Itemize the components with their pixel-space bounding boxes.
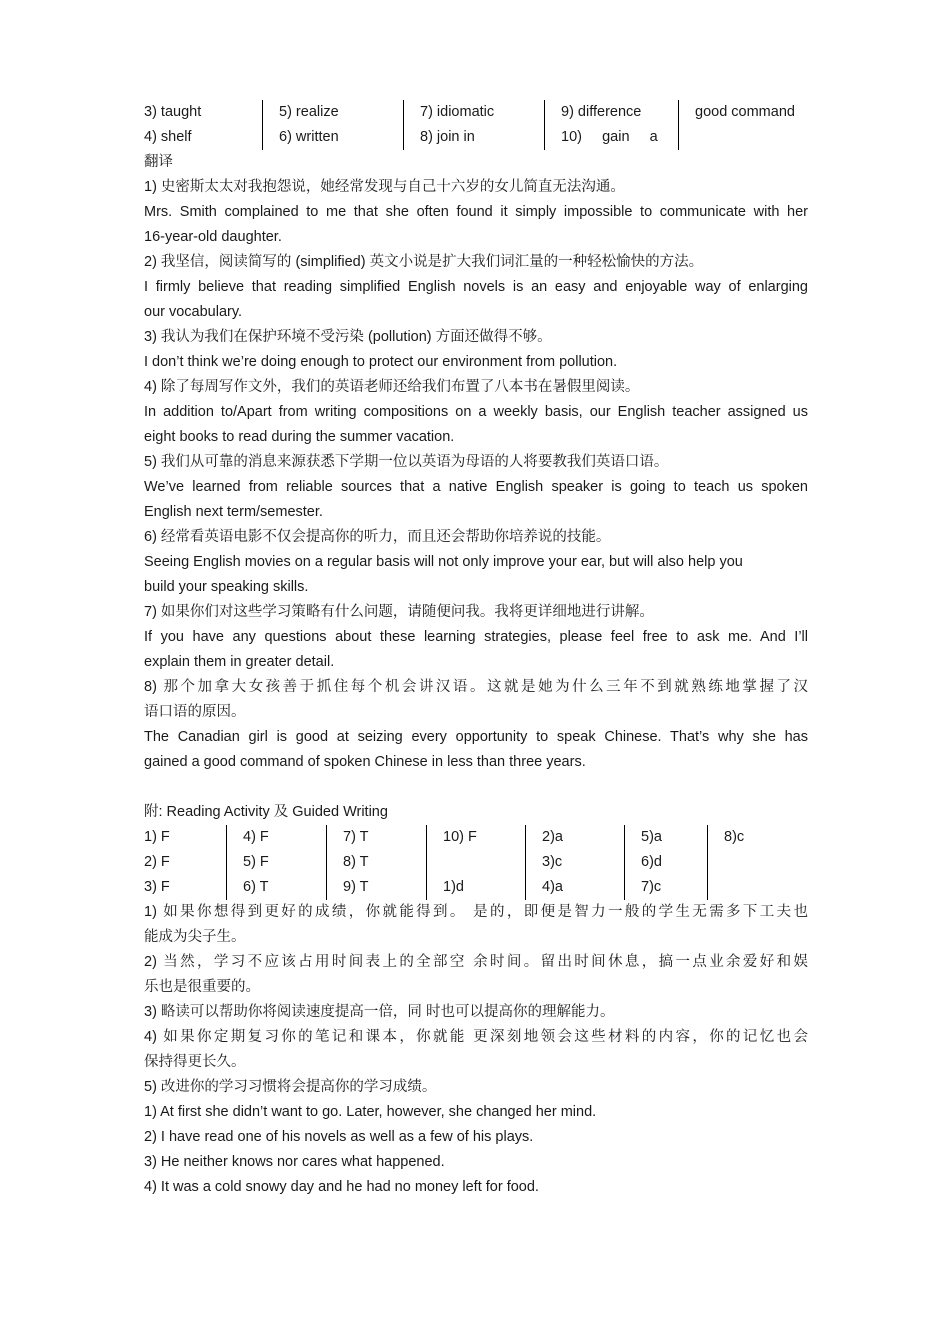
list-item: 3) 略读可以帮助你将阅读速度提高一倍，同 时也可以提高你的理解能力。: [144, 1004, 615, 1020]
list-item: 1) At first she didn’t want to go. Later, however, she changed her mind.: [144, 1104, 597, 1120]
table-cell: good command: [678, 100, 808, 125]
document-page: [144, 100, 808, 1200]
table-cell: 7) T: [326, 825, 426, 850]
list-item: 4) 如果你定期复习你的笔记和课本，你就能 更深刻地领会这些材料的内容，你的记忆也会: [144, 1029, 808, 1045]
translation-en: In addition to/Apart from writing compositions on a weekly basis, our English teacher assigned us: [144, 404, 808, 420]
table-cell: 2)a: [525, 825, 624, 850]
list-item: 1) 如果你想得到更好的成绩，你就能得到。 是的，即便是智力一般的学生无需多下工夫也: [144, 904, 808, 920]
table-cell: 5)a: [624, 825, 707, 850]
table-cell: 2) F: [144, 854, 170, 870]
table-cell: 10) gain a: [544, 125, 678, 150]
table-cell: 3)c: [525, 850, 624, 875]
table-cell: 5) F: [226, 850, 326, 875]
table-cell: 4) F: [226, 825, 326, 850]
translation-en: explain them in greater detail.: [144, 654, 335, 670]
table-cell: 8)c: [707, 825, 792, 850]
answer-table-1: [144, 100, 808, 150]
chinese-answer-list: [144, 900, 808, 1100]
translation-en: We’ve learned from reliable sources that a native English speaker is going to teach us spoken: [144, 479, 808, 495]
translation-cn: 6) 经常看英语电影不仅会提高你的听力，而且还会帮助你培养说的技能。: [144, 529, 611, 545]
list-item: 2) 当然，学习不应该占用时间表上的全部空 余时间。留出时间休息，搞一点业余爱好和娱: [144, 954, 808, 970]
translation-en: I don’t think we’re doing enough to protect our environment from pollution.: [144, 354, 618, 370]
table-cell: [426, 850, 525, 875]
translation-en: Mrs. Smith complained to me that she often found it simply impossible to communicate with her: [144, 204, 808, 220]
table-cell: 10) F: [426, 825, 525, 850]
translation-cn: 1) 史密斯太太对我抱怨说，她经常发现与自己十六岁的女儿简直无法沟通。: [144, 179, 625, 195]
table-cell: 6)d: [624, 850, 707, 875]
list-item: 保持得更长久。: [144, 1054, 246, 1070]
table-cell: [707, 850, 792, 875]
table-cell: 4) shelf: [144, 129, 192, 145]
translation-cn: 8) 那个加拿大女孩善于抓住每个机会讲汉语。这就是她为什么三年不到就熟练地掌握了汉: [144, 679, 808, 695]
list-item: 2) I have read one of his novels as well as a few of his plays.: [144, 1129, 534, 1145]
translation-en: 16-year-old daughter.: [144, 229, 282, 245]
translation-en: If you have any questions about these learning strategies, please feel free to ask me. And I’ll: [144, 629, 808, 645]
table-cell: 8) T: [326, 850, 426, 875]
table-cell: [707, 875, 792, 900]
list-item: 4) It was a cold snowy day and he had no money left for food.: [144, 1179, 539, 1195]
translation-en: I firmly believe that reading simplified English novels is an easy and enjoyable way of enlarging: [144, 279, 808, 295]
list-item: 能成为尖子生。: [144, 929, 246, 945]
table-cell: 9) T: [326, 875, 426, 900]
translation-list: [144, 175, 808, 775]
section-heading-translation: 翻译: [144, 154, 173, 170]
table-cell: 6) written: [262, 125, 403, 150]
translation-cn: 5) 我们从可靠的消息来源获悉下学期一位以英语为母语的人将要教我们英语口语。: [144, 454, 669, 470]
table-cell: 3) F: [144, 879, 170, 895]
list-item: 5) 改进你的学习习惯将会提高你的学习成绩。: [144, 1079, 437, 1095]
section-heading-appendix: 附: Reading Activity 及 Guided Writing: [144, 804, 388, 820]
translation-cn: 3) 我认为我们在保护环境不受污染 (pollution) 方面还做得不够。: [144, 329, 552, 345]
translation-en: gained a good command of spoken Chinese in less than three years.: [144, 754, 586, 770]
translation-cn: 4) 除了每周写作文外，我们的英语老师还给我们布置了八本书在暑假里阅读。: [144, 379, 640, 395]
translation-cn: 语口语的原因。: [144, 704, 246, 720]
table-cell: 4)a: [525, 875, 624, 900]
translation-en: our vocabulary.: [144, 304, 243, 320]
english-answer-list: [144, 1100, 808, 1200]
translation-en: Seeing English movies on a regular basis will not only improve your ear, but will also help you: [144, 554, 743, 570]
table-cell: 1) F: [144, 829, 170, 845]
translation-en: eight books to read during the summer vacation.: [144, 429, 455, 445]
table-cell: 6) T: [226, 875, 326, 900]
list-item: 乐也是很重要的。: [144, 979, 260, 995]
table-cell: 3) taught: [144, 104, 202, 120]
table-cell: 9) difference: [544, 100, 678, 125]
table-cell: 1)d: [426, 875, 525, 900]
translation-en: build your speaking skills.: [144, 579, 309, 595]
translation-en: The Canadian girl is good at seizing every opportunity to speak Chinese. That’s why she has: [144, 729, 808, 745]
table-cell: 8) join in: [403, 125, 544, 150]
list-item: 3) He neither knows nor cares what happened.: [144, 1154, 445, 1170]
translation-cn: 2) 我坚信，阅读简写的 (simplified) 英文小说是扩大我们词汇量的一种轻松愉快的方法。: [144, 254, 704, 270]
table-cell: 7) idiomatic: [403, 100, 544, 125]
table-cell: 5) realize: [262, 100, 403, 125]
translation-cn: 7) 如果你们对这些学习策略有什么问题，请随便问我。我将更详细地进行讲解。: [144, 604, 654, 620]
table-cell: 7)c: [624, 875, 707, 900]
translation-en: English next term/semester.: [144, 504, 323, 520]
table-cell: [678, 125, 808, 150]
answer-table-2: [144, 825, 808, 900]
